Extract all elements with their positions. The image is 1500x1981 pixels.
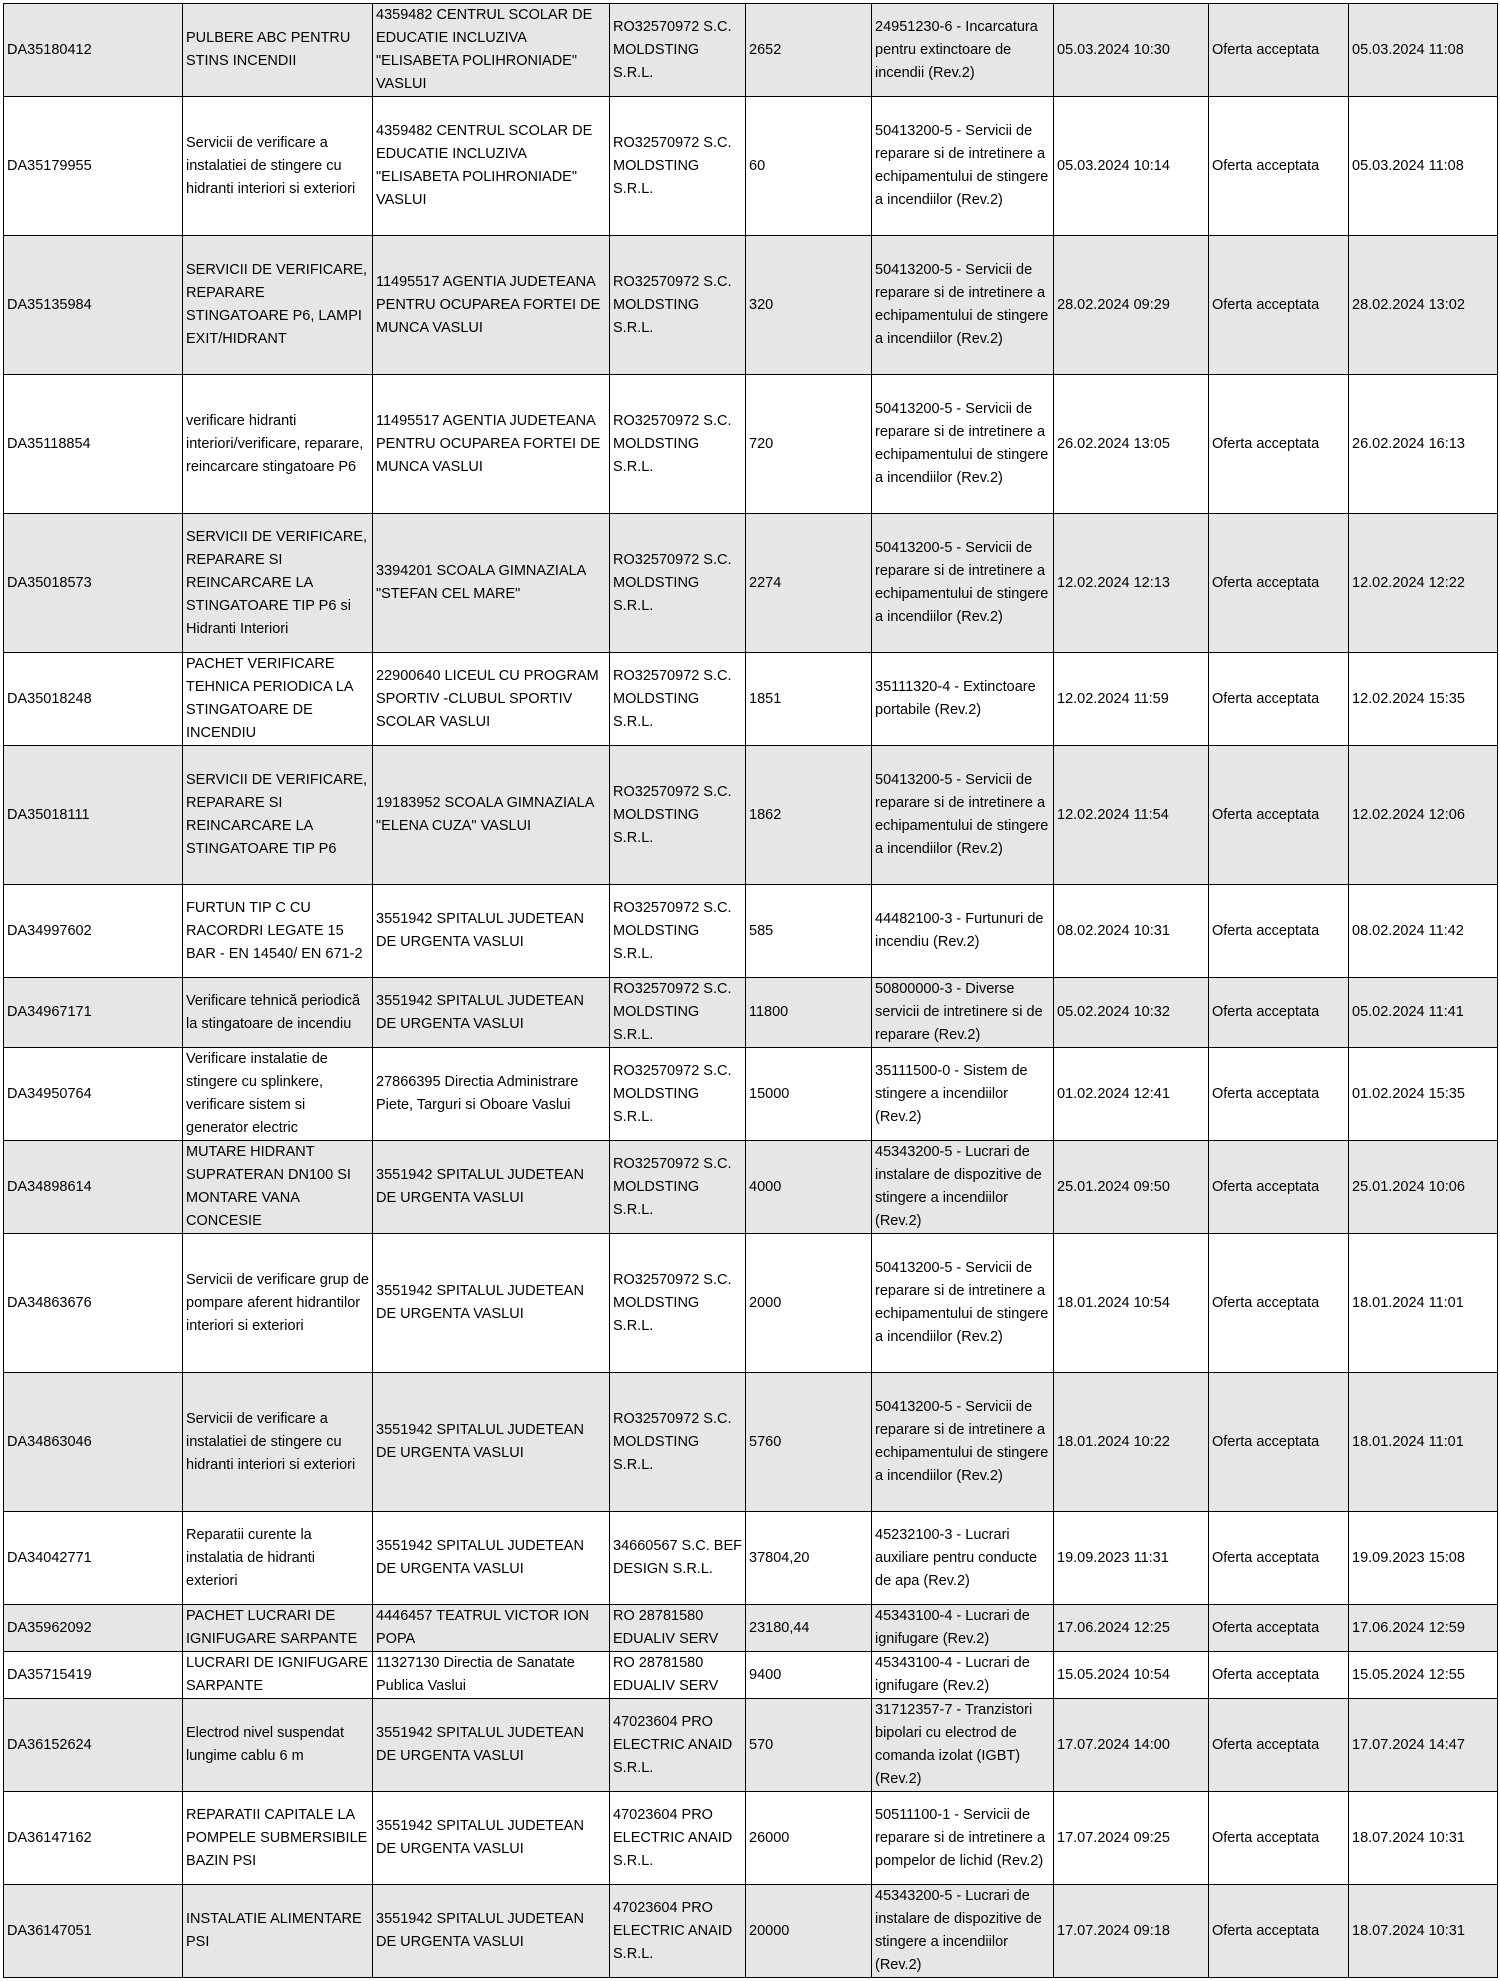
publication-date-cell: 01.02.2024 12:41 [1054,1048,1209,1141]
value-cell: 4000 [746,1141,872,1234]
completion-date-cell: 05.02.2024 11:41 [1349,978,1498,1048]
acquisition-id-cell: DA34863046 [4,1373,183,1512]
contracting-authority-cell: 3551942 SPITALUL JUDETEAN DE URGENTA VASLUI [373,1141,610,1234]
status-cell: Oferta acceptata [1209,1373,1349,1512]
supplier-cell: RO32570972 S.C. MOLDSTING S.R.L. [610,653,746,746]
status-cell: Oferta acceptata [1209,1141,1349,1234]
status-cell: Oferta acceptata [1209,1234,1349,1373]
contracting-authority-cell: 3551942 SPITALUL JUDETEAN DE URGENTA VASLUI [373,1234,610,1373]
status-cell: Oferta acceptata [1209,236,1349,375]
publication-date-cell: 12.02.2024 11:59 [1054,653,1209,746]
table-row [4,1792,1498,1885]
publication-date-cell: 17.06.2024 12:25 [1054,1605,1209,1652]
object-cell: verificare hidranti interiori/verificare, reparare, reincarcare stingatoare P6 [183,375,373,514]
value-cell: 2652 [746,4,872,97]
supplier-cell: RO32570972 S.C. MOLDSTING S.R.L. [610,375,746,514]
value-cell: 26000 [746,1792,872,1885]
object-cell: Verificare tehnică periodică la stingatoare de incendiu [183,978,373,1048]
object-cell: Reparatii curente la instalatia de hidranti exteriori [183,1512,373,1605]
contracting-authority-cell: 11495517 AGENTIA JUDETEANA PENTRU OCUPAREA FORTEI DE MUNCA VASLUI [373,375,610,514]
completion-date-cell: 12.02.2024 12:06 [1349,746,1498,885]
value-cell: 1851 [746,653,872,746]
object-cell: SERVICII DE VERIFICARE, REPARARE STINGATOARE P6, LAMPI EXIT/HIDRANT [183,236,373,375]
object-cell: PACHET LUCRARI DE IGNIFUGARE SARPANTE [183,1605,373,1652]
completion-date-cell: 17.07.2024 14:47 [1349,1699,1498,1792]
completion-date-cell: 19.09.2023 15:08 [1349,1512,1498,1605]
contracting-authority-cell: 3551942 SPITALUL JUDETEAN DE URGENTA VASLUI [373,885,610,978]
supplier-cell: RO32570972 S.C. MOLDSTING S.R.L. [610,978,746,1048]
acquisition-id-cell: DA35180412 [4,4,183,97]
contracting-authority-cell: 4446457 TEATRUL VICTOR ION POPA [373,1605,610,1652]
acquisition-id-cell: DA34950764 [4,1048,183,1141]
completion-date-cell: 12.02.2024 15:35 [1349,653,1498,746]
supplier-cell: RO 28781580 EDUALIV SERV [610,1605,746,1652]
object-cell: SERVICII DE VERIFICARE, REPARARE SI REINCARCARE LA STINGATOARE TIP P6 [183,746,373,885]
object-cell: Servicii de verificare grup de pompare aferent hidrantilor interiori si exteriori [183,1234,373,1373]
acquisition-id-cell: DA35179955 [4,97,183,236]
value-cell: 5760 [746,1373,872,1512]
cpv-code-cell: 50413200-5 - Servicii de reparare si de intretinere a echipamentului de stingere a incendiilor (Rev.2) [872,236,1054,375]
table-row [4,375,1498,514]
status-cell: Oferta acceptata [1209,746,1349,885]
publication-date-cell: 28.02.2024 09:29 [1054,236,1209,375]
table-row [4,653,1498,746]
object-cell: Servicii de verificare a instalatiei de stingere cu hidranti interiori si exteriori [183,97,373,236]
table-row [4,514,1498,653]
acquisition-id-cell: DA34042771 [4,1512,183,1605]
supplier-cell: 47023604 PRO ELECTRIC ANAID S.R.L. [610,1792,746,1885]
completion-date-cell: 08.02.2024 11:42 [1349,885,1498,978]
object-cell: LUCRARI DE IGNIFUGARE SARPANTE [183,1652,373,1699]
status-cell: Oferta acceptata [1209,1652,1349,1699]
publication-date-cell: 05.02.2024 10:32 [1054,978,1209,1048]
status-cell: Oferta acceptata [1209,1512,1349,1605]
table-row [4,236,1498,375]
contracting-authority-cell: 11327130 Directia de Sanatate Publica Vaslui [373,1652,610,1699]
acquisition-id-cell: DA34997602 [4,885,183,978]
contracting-authority-cell: 22900640 LICEUL CU PROGRAM SPORTIV -CLUBUL SPORTIV SCOLAR VASLUI [373,653,610,746]
acquisition-id-cell: DA34863676 [4,1234,183,1373]
cpv-code-cell: 50800000-3 - Diverse servicii de intretinere si de reparare (Rev.2) [872,978,1054,1048]
cpv-code-cell: 50413200-5 - Servicii de reparare si de intretinere a echipamentului de stingere a incendiilor (Rev.2) [872,1373,1054,1512]
publication-date-cell: 17.07.2024 09:25 [1054,1792,1209,1885]
cpv-code-cell: 24951230-6 - Incarcatura pentru extinctoare de incendii (Rev.2) [872,4,1054,97]
supplier-cell: RO32570972 S.C. MOLDSTING S.R.L. [610,1141,746,1234]
value-cell: 20000 [746,1885,872,1978]
acquisition-id-cell: DA35018573 [4,514,183,653]
value-cell: 60 [746,97,872,236]
status-cell: Oferta acceptata [1209,514,1349,653]
value-cell: 720 [746,375,872,514]
supplier-cell: 34660567 S.C. BEF DESIGN S.R.L. [610,1512,746,1605]
value-cell: 570 [746,1699,872,1792]
acquisition-id-cell: DA35118854 [4,375,183,514]
supplier-cell: RO32570972 S.C. MOLDSTING S.R.L. [610,885,746,978]
completion-date-cell: 17.06.2024 12:59 [1349,1605,1498,1652]
acquisition-id-cell: DA35135984 [4,236,183,375]
supplier-cell: RO32570972 S.C. MOLDSTING S.R.L. [610,514,746,653]
supplier-cell: RO32570972 S.C. MOLDSTING S.R.L. [610,1048,746,1141]
publication-date-cell: 17.07.2024 09:18 [1054,1885,1209,1978]
publication-date-cell: 18.01.2024 10:54 [1054,1234,1209,1373]
completion-date-cell: 25.01.2024 10:06 [1349,1141,1498,1234]
contracting-authority-cell: 3551942 SPITALUL JUDETEAN DE URGENTA VASLUI [373,1699,610,1792]
value-cell: 23180,44 [746,1605,872,1652]
object-cell: INSTALATIE ALIMENTARE PSI [183,1885,373,1978]
completion-date-cell: 18.01.2024 11:01 [1349,1373,1498,1512]
status-cell: Oferta acceptata [1209,1792,1349,1885]
cpv-code-cell: 45343100-4 - Lucrari de ignifugare (Rev.2) [872,1605,1054,1652]
status-cell: Oferta acceptata [1209,1885,1349,1978]
object-cell: Electrod nivel suspendat lungime cablu 6 m [183,1699,373,1792]
value-cell: 37804,20 [746,1512,872,1605]
cpv-code-cell: 45343200-5 - Lucrari de instalare de dispozitive de stingere a incendiilor (Rev.2) [872,1141,1054,1234]
supplier-cell: RO32570972 S.C. MOLDSTING S.R.L. [610,236,746,375]
object-cell: Servicii de verificare a instalatiei de stingere cu hidranti interiori si exteriori [183,1373,373,1512]
object-cell: REPARATII CAPITALE LA POMPELE SUBMERSIBILE BAZIN PSI [183,1792,373,1885]
completion-date-cell: 28.02.2024 13:02 [1349,236,1498,375]
supplier-cell: RO32570972 S.C. MOLDSTING S.R.L. [610,97,746,236]
publication-date-cell: 08.02.2024 10:31 [1054,885,1209,978]
status-cell: Oferta acceptata [1209,1699,1349,1792]
value-cell: 11800 [746,978,872,1048]
acquisition-id-cell: DA34967171 [4,978,183,1048]
value-cell: 9400 [746,1652,872,1699]
completion-date-cell: 05.03.2024 11:08 [1349,4,1498,97]
cpv-code-cell: 50413200-5 - Servicii de reparare si de intretinere a echipamentului de stingere a incendiilor (Rev.2) [872,1234,1054,1373]
cpv-code-cell: 50413200-5 - Servicii de reparare si de intretinere a echipamentului de stingere a incendiilor (Rev.2) [872,514,1054,653]
table-row [4,1234,1498,1373]
cpv-code-cell: 44482100-3 - Furtunuri de incendiu (Rev.2) [872,885,1054,978]
completion-date-cell: 15.05.2024 12:55 [1349,1652,1498,1699]
supplier-cell: 47023604 PRO ELECTRIC ANAID S.R.L. [610,1885,746,1978]
cpv-code-cell: 50413200-5 - Servicii de reparare si de intretinere a echipamentului de stingere a incendiilor (Rev.2) [872,746,1054,885]
status-cell: Oferta acceptata [1209,375,1349,514]
acquisition-id-cell: DA35962092 [4,1605,183,1652]
cpv-code-cell: 35111500-0 - Sistem de stingere a incendiilor (Rev.2) [872,1048,1054,1141]
table-row [4,4,1498,97]
completion-date-cell: 05.03.2024 11:08 [1349,97,1498,236]
publication-date-cell: 05.03.2024 10:14 [1054,97,1209,236]
table-row [4,1652,1498,1699]
cpv-code-cell: 50511100-1 - Servicii de reparare si de intretinere a pompelor de lichid (Rev.2) [872,1792,1054,1885]
table-row [4,1605,1498,1652]
publication-date-cell: 19.09.2023 11:31 [1054,1512,1209,1605]
table-row [4,1141,1498,1234]
cpv-code-cell: 35111320-4 - Extinctoare portabile (Rev.2) [872,653,1054,746]
supplier-cell: 47023604 PRO ELECTRIC ANAID S.R.L. [610,1699,746,1792]
publication-date-cell: 18.01.2024 10:22 [1054,1373,1209,1512]
publication-date-cell: 12.02.2024 12:13 [1054,514,1209,653]
supplier-cell: RO 28781580 EDUALIV SERV [610,1652,746,1699]
completion-date-cell: 18.07.2024 10:31 [1349,1885,1498,1978]
status-cell: Oferta acceptata [1209,1048,1349,1141]
value-cell: 585 [746,885,872,978]
value-cell: 1862 [746,746,872,885]
status-cell: Oferta acceptata [1209,1605,1349,1652]
contracting-authority-cell: 3551942 SPITALUL JUDETEAN DE URGENTA VASLUI [373,1792,610,1885]
publication-date-cell: 05.03.2024 10:30 [1054,4,1209,97]
table-row [4,746,1498,885]
status-cell: Oferta acceptata [1209,978,1349,1048]
completion-date-cell: 01.02.2024 15:35 [1349,1048,1498,1141]
table-row [4,1048,1498,1141]
object-cell: SERVICII DE VERIFICARE, REPARARE SI REINCARCARE LA STINGATOARE TIP P6 si Hidranti Interiori [183,514,373,653]
cpv-code-cell: 45343100-4 - Lucrari de ignifugare (Rev.2) [872,1652,1054,1699]
acquisition-id-cell: DA35715419 [4,1652,183,1699]
cpv-code-cell: 45343200-5 - Lucrari de instalare de dispozitive de stingere a incendiilor (Rev.2) [872,1885,1054,1978]
contracting-authority-cell: 3551942 SPITALUL JUDETEAN DE URGENTA VASLUI [373,1373,610,1512]
acquisition-id-cell: DA36152624 [4,1699,183,1792]
table-row [4,1512,1498,1605]
publication-date-cell: 25.01.2024 09:50 [1054,1141,1209,1234]
publication-date-cell: 12.02.2024 11:54 [1054,746,1209,885]
contracting-authority-cell: 3551942 SPITALUL JUDETEAN DE URGENTA VASLUI [373,1885,610,1978]
cpv-code-cell: 31712357-7 - Tranzistori bipolari cu electrod de comanda izolat (IGBT) (Rev.2) [872,1699,1054,1792]
acquisition-id-cell: DA36147162 [4,1792,183,1885]
table-row [4,1373,1498,1512]
contracting-authority-cell: 4359482 CENTRUL SCOLAR DE EDUCATIE INCLUZIVA "ELISABETA POLIHRONIADE" VASLUI [373,97,610,236]
contracting-authority-cell: 3551942 SPITALUL JUDETEAN DE URGENTA VASLUI [373,1512,610,1605]
contracting-authority-cell: 3551942 SPITALUL JUDETEAN DE URGENTA VASLUI [373,978,610,1048]
cpv-code-cell: 50413200-5 - Servicii de reparare si de intretinere a echipamentului de stingere a incendiilor (Rev.2) [872,97,1054,236]
completion-date-cell: 18.07.2024 10:31 [1349,1792,1498,1885]
acquisition-id-cell: DA35018111 [4,746,183,885]
object-cell: Verificare instalatie de stingere cu splinkere, verificare sistem si generator electric [183,1048,373,1141]
supplier-cell: RO32570972 S.C. MOLDSTING S.R.L. [610,1234,746,1373]
completion-date-cell: 12.02.2024 12:22 [1349,514,1498,653]
acquisitions-table [3,3,1498,1978]
table-row [4,1885,1498,1978]
acquisition-id-cell: DA35018248 [4,653,183,746]
table-row [4,97,1498,236]
object-cell: FURTUN TIP C CU RACORDRI LEGATE 15 BAR - EN 14540/ EN 671-2 [183,885,373,978]
value-cell: 2000 [746,1234,872,1373]
status-cell: Oferta acceptata [1209,97,1349,236]
contracting-authority-cell: 3394201 SCOALA GIMNAZIALA "STEFAN CEL MARE" [373,514,610,653]
completion-date-cell: 26.02.2024 16:13 [1349,375,1498,514]
supplier-cell: RO32570972 S.C. MOLDSTING S.R.L. [610,4,746,97]
contracting-authority-cell: 11495517 AGENTIA JUDETEANA PENTRU OCUPAREA FORTEI DE MUNCA VASLUI [373,236,610,375]
table-row [4,978,1498,1048]
value-cell: 2274 [746,514,872,653]
contracting-authority-cell: 27866395 Directia Administrare Piete, Targuri si Oboare Vaslui [373,1048,610,1141]
object-cell: MUTARE HIDRANT SUPRATERAN DN100 SI MONTARE VANA CONCESIE [183,1141,373,1234]
object-cell: PACHET VERIFICARE TEHNICA PERIODICA LA STINGATOARE DE INCENDIU [183,653,373,746]
cpv-code-cell: 45232100-3 - Lucrari auxiliare pentru conducte de apa (Rev.2) [872,1512,1054,1605]
status-cell: Oferta acceptata [1209,653,1349,746]
completion-date-cell: 18.01.2024 11:01 [1349,1234,1498,1373]
supplier-cell: RO32570972 S.C. MOLDSTING S.R.L. [610,1373,746,1512]
table-body [4,4,1498,1978]
value-cell: 320 [746,236,872,375]
acquisition-id-cell: DA34898614 [4,1141,183,1234]
cpv-code-cell: 50413200-5 - Servicii de reparare si de intretinere a echipamentului de stingere a incendiilor (Rev.2) [872,375,1054,514]
publication-date-cell: 15.05.2024 10:54 [1054,1652,1209,1699]
object-cell: PULBERE ABC PENTRU STINS INCENDII [183,4,373,97]
value-cell: 15000 [746,1048,872,1141]
supplier-cell: RO32570972 S.C. MOLDSTING S.R.L. [610,746,746,885]
publication-date-cell: 26.02.2024 13:05 [1054,375,1209,514]
contracting-authority-cell: 19183952 SCOALA GIMNAZIALA "ELENA CUZA" VASLUI [373,746,610,885]
table-row [4,1699,1498,1792]
table-row [4,885,1498,978]
acquisition-id-cell: DA36147051 [4,1885,183,1978]
publication-date-cell: 17.07.2024 14:00 [1054,1699,1209,1792]
contracting-authority-cell: 4359482 CENTRUL SCOLAR DE EDUCATIE INCLUZIVA "ELISABETA POLIHRONIADE" VASLUI [373,4,610,97]
status-cell: Oferta acceptata [1209,4,1349,97]
status-cell: Oferta acceptata [1209,885,1349,978]
